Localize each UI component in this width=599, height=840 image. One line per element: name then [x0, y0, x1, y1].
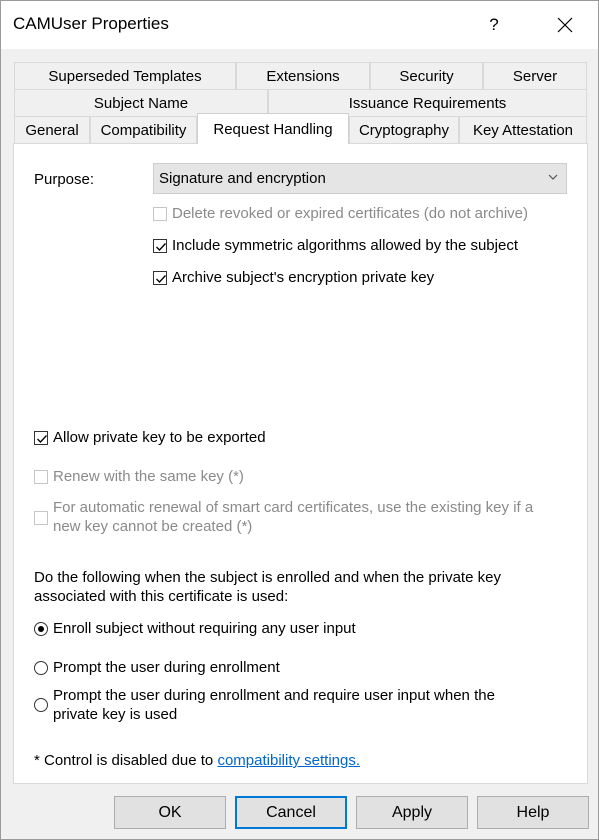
prompt-user-radio[interactable] — [34, 661, 48, 675]
tab-label: General — [25, 121, 79, 139]
tab-label: Cryptography — [358, 121, 450, 139]
tab-security[interactable] — [370, 62, 483, 89]
cancel-button[interactable]: Cancel — [235, 796, 347, 829]
chevron-down-icon — [548, 173, 558, 181]
checkmark-icon — [154, 272, 168, 286]
allow-export-checkbox[interactable] — [34, 431, 48, 445]
delete-revoked-label: Delete revoked or expired certificates (do not archive) — [172, 205, 529, 222]
title-bar — [1, 1, 598, 49]
close-button[interactable] — [540, 1, 590, 49]
prompt-require-input-radio[interactable] — [34, 698, 48, 712]
purpose-dropdown[interactable] — [153, 163, 567, 194]
tab-cryptography[interactable] — [349, 116, 459, 143]
renew-same-key-label: Renew with the same key (*) — [53, 468, 244, 485]
tab-label: Issuance Requirements — [348, 94, 507, 112]
compatibility-settings-link[interactable]: compatibility settings. — [217, 752, 361, 769]
archive-key-checkbox[interactable] — [153, 271, 167, 285]
include-symmetric-label: Include symmetric algorithms allowed by the subject — [172, 237, 518, 254]
purpose-value: Signature and encryption — [159, 170, 326, 187]
enrollment-description-line1: Do the following when the subject is enrolled and when the private key — [34, 569, 501, 586]
tab-compatibility[interactable] — [90, 116, 197, 143]
close-icon — [557, 17, 573, 33]
help-title-button[interactable] — [469, 1, 519, 49]
tab-subject-name[interactable] — [14, 89, 268, 116]
radio-selected-dot — [38, 626, 44, 632]
checkmark-icon — [154, 240, 168, 254]
window-title: CAMUser Properties — [13, 14, 169, 33]
ok-button[interactable]: OK — [114, 796, 226, 829]
enroll-without-input-radio[interactable] — [34, 622, 48, 636]
tab-label: Compatibility — [100, 121, 187, 139]
enroll-without-input-label: Enroll subject without requiring any user input — [53, 620, 356, 637]
tab-label: Request Handling — [213, 120, 333, 138]
renew-same-key-checkbox[interactable] — [34, 470, 48, 484]
tab-label: Key Attestation — [472, 121, 574, 139]
footnote — [34, 752, 360, 769]
checkmark-icon — [35, 432, 49, 446]
tab-general[interactable] — [14, 116, 90, 143]
tab-key-attestation[interactable] — [459, 116, 587, 143]
tab-server[interactable] — [483, 62, 587, 89]
include-symmetric-checkbox[interactable] — [153, 239, 167, 253]
apply-button[interactable]: Apply — [356, 796, 468, 829]
tab-label: Subject Name — [93, 94, 189, 112]
prompt-user-label: Prompt the user during enrollment — [53, 659, 280, 676]
tab-label: Security — [399, 67, 454, 85]
tab-label: Server — [512, 67, 558, 85]
purpose-label: Purpose: — [34, 171, 95, 188]
question-mark-icon: ? — [489, 15, 499, 34]
archive-key-label: Archive subject's encryption private key — [172, 269, 435, 286]
tab-label: Superseded Templates — [48, 67, 202, 85]
auto-renewal-checkbox[interactable] — [34, 511, 48, 525]
tab-issuance-requirements[interactable] — [268, 89, 587, 116]
auto-renewal-label-line1: For automatic renewal of smart card certificates, use the existing key if a — [53, 499, 534, 516]
enrollment-description-line2: associated with this certificate is used: — [34, 588, 289, 605]
tab-label: Extensions — [266, 67, 340, 85]
allow-export-label: Allow private key to be exported — [53, 429, 266, 446]
footnote-text: * Control is disabled due to — [34, 752, 218, 769]
prompt-require-input-label-line2: private key is used — [53, 706, 178, 723]
tab-request-handling[interactable] — [197, 113, 349, 144]
auto-renewal-label-line2: new key cannot be created (*) — [53, 518, 253, 535]
delete-revoked-checkbox[interactable] — [153, 207, 167, 221]
prompt-require-input-label-line1: Prompt the user during enrollment and require user input when the — [53, 687, 495, 704]
request-handling-panel — [13, 143, 588, 784]
help-button[interactable]: Help — [477, 796, 589, 829]
tab-superseded-templates[interactable] — [14, 62, 236, 89]
tab-extensions[interactable] — [236, 62, 370, 89]
